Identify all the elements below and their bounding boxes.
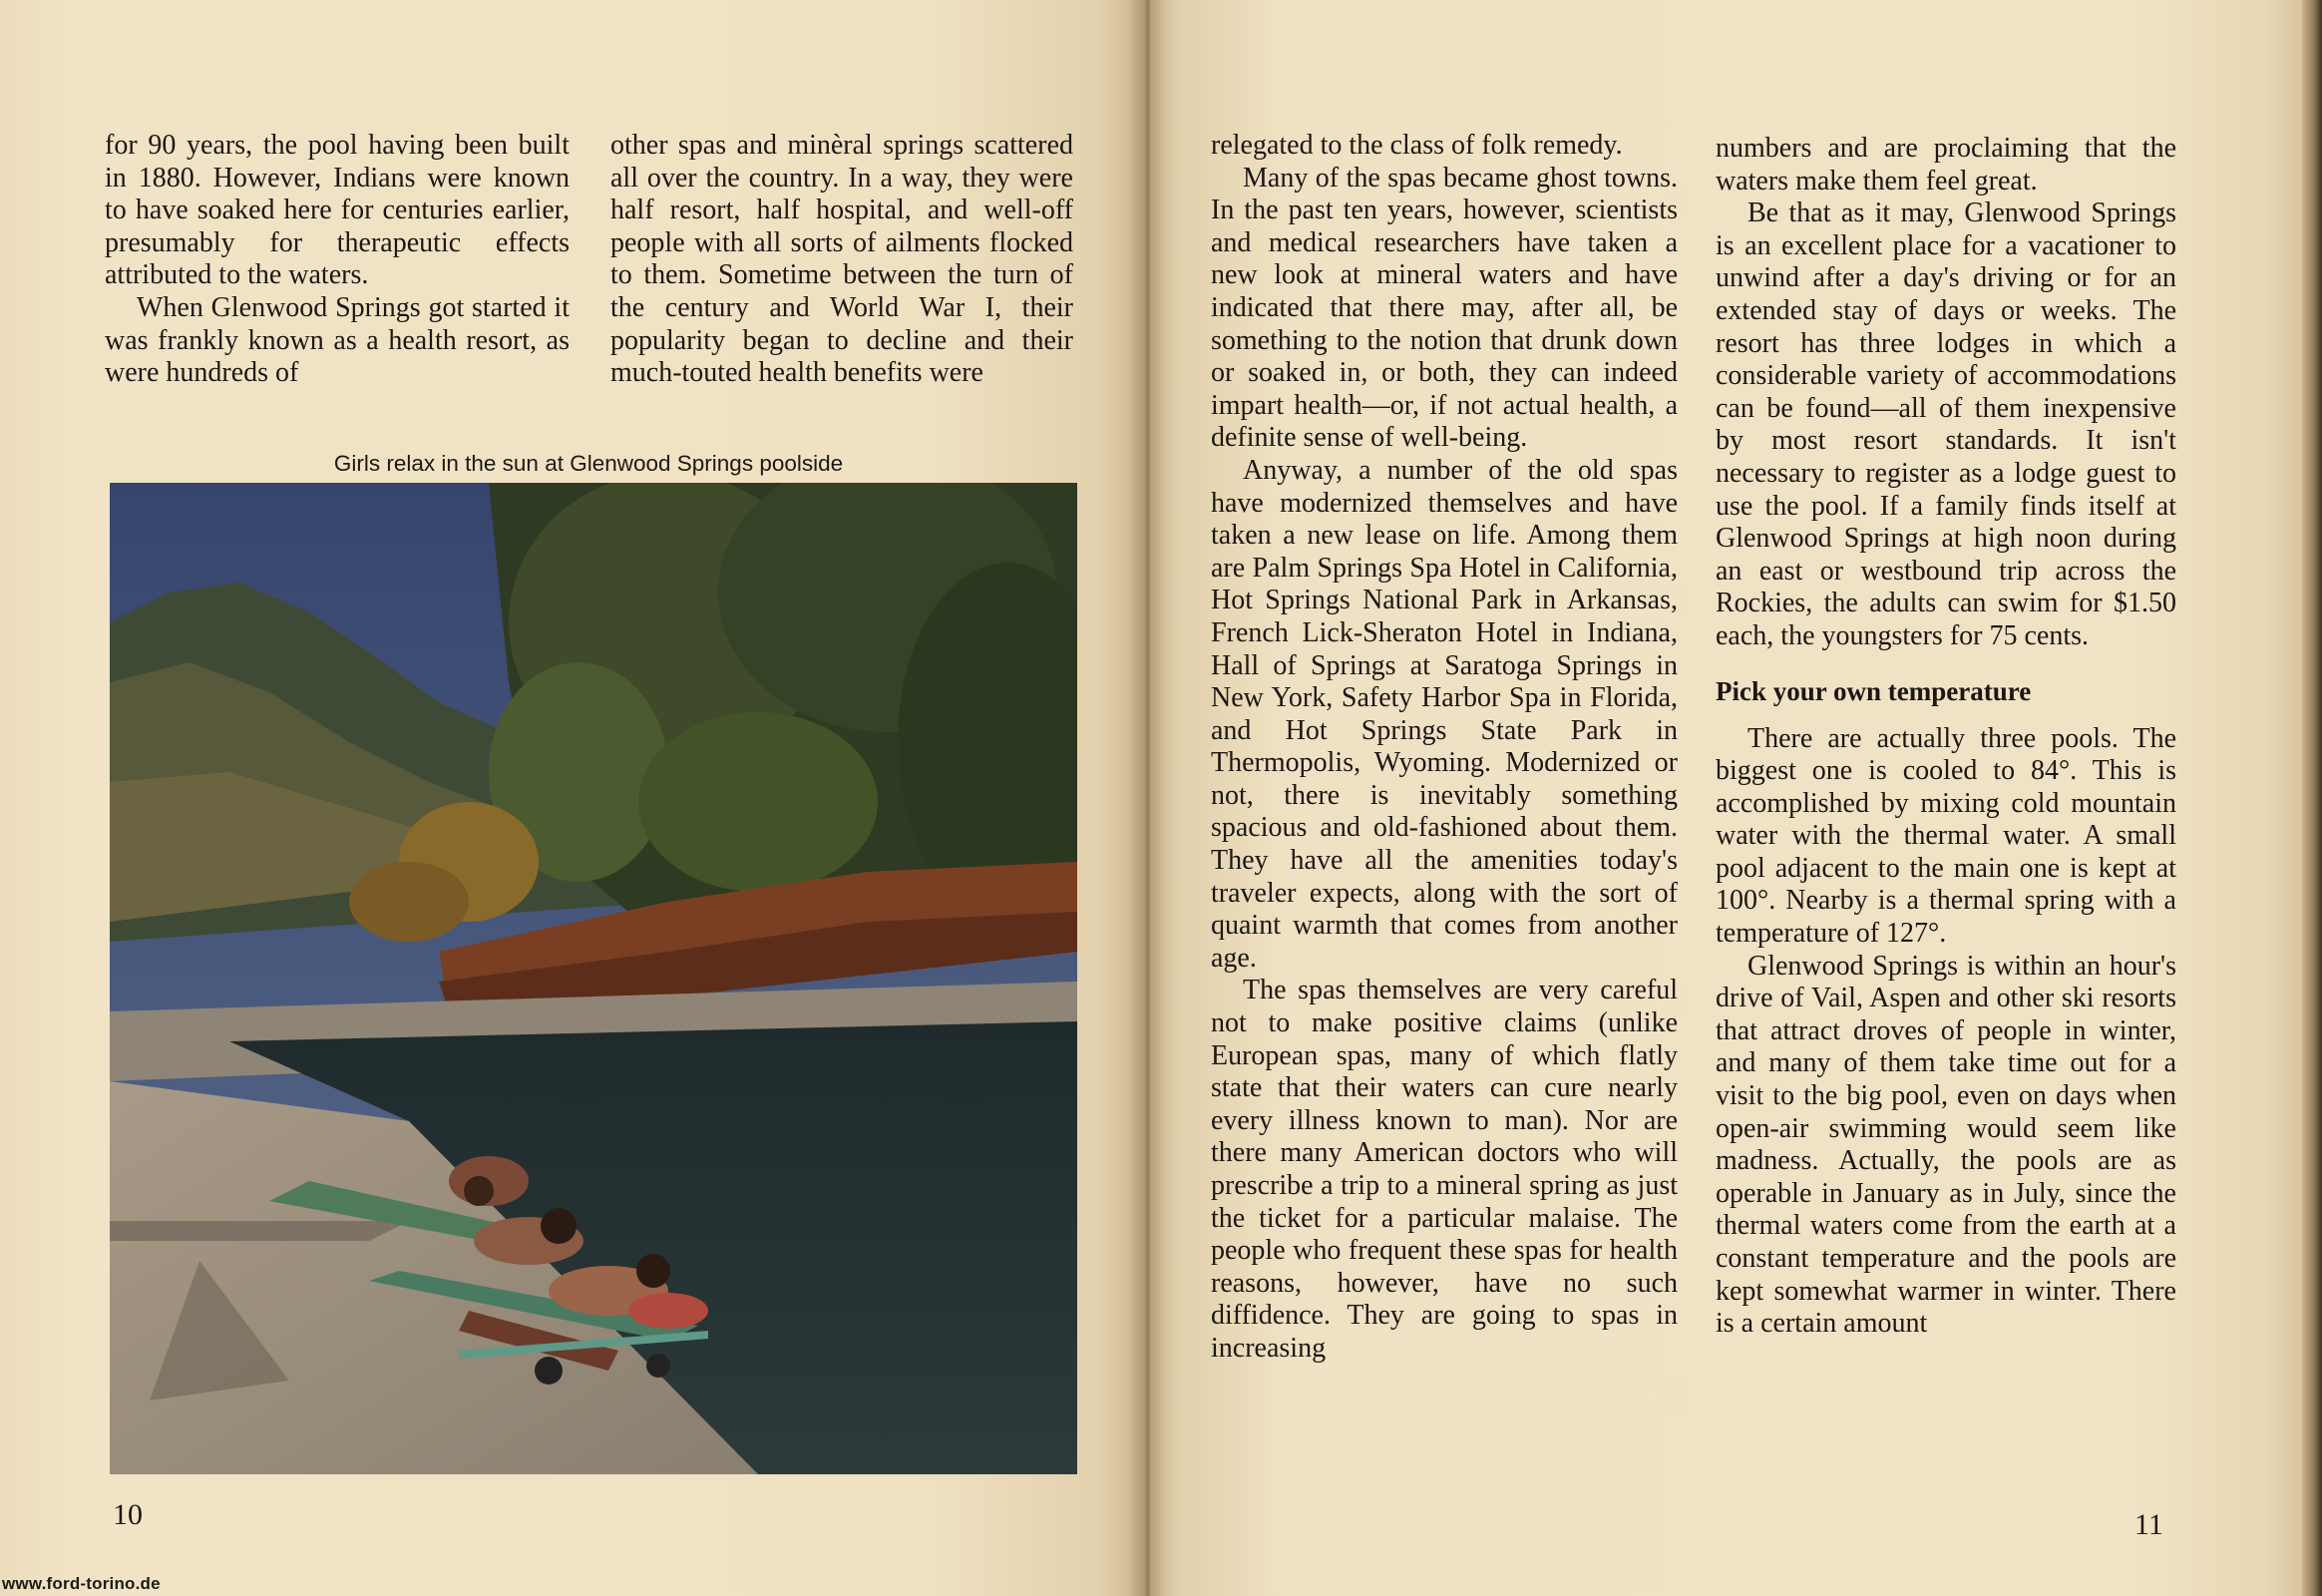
page-edge — [2302, 0, 2322, 1596]
paragraph: other spas and minèral springs scattered all over the country. In a way, they were half resort, half hospital, and well-off people with all sorts of ailments flocked to them. Sometime between the turn of the century and World War I, their popularity began to decline and their much-touted health benefits were — [610, 130, 1073, 389]
section-heading: Pick your own temperature — [1716, 675, 2032, 706]
paragraph: numbers and are proclaiming that the waters make them feel great. — [1716, 133, 2176, 197]
left-column-2 — [610, 130, 1073, 390]
poolside-photo — [110, 483, 1077, 1474]
paragraph: The spas themselves are very careful not to make positive claims (unlike European spas, many of which flatly state that their waters can cure nearly every illness known to man). Nor are there many American doctors who will prescribe a trip to a mineral spring as just the ticket for a particular malaise. The people who frequent these spas for health reasons, however, have no such diffidence. They are going to spas in increasing — [1211, 975, 1678, 1364]
paragraph: There are actually three pools. The biggest one is cooled to 84°. This is accomplished by mixing cold mountain water with the thermal water. A small pool adjacent to the main one is kept at 100°. Nearby is a thermal spring with a temperature of 127°. — [1716, 722, 2176, 950]
right-column-1 — [1211, 130, 1678, 1366]
paragraph: Glenwood Springs is within an hour's drive of Vail, Aspen and other ski resorts that attract droves of people in winter, and many of them take time out for a visit to the big pool, even on days when open-air swimming would seem like madness. Actually, the pools are as operable in January as in July, since the thermal waters come from the earth at a constant temperature and the pools are kept somewhat warmer in winter. There is a certain amount — [1716, 950, 2176, 1340]
paragraph: for 90 years, the pool having been built in 1880. However, Indians were known to have soaked here for centuries earlier, presumably for therapeutic effects attributed to the waters. — [105, 130, 570, 291]
paragraph: Be that as it may, Glenwood Springs is an excellent place for a vacationer to unwind after a day's driving or for an extended stay of days or weeks. The resort has three lodges in which a considerable variety of accommodations can be found—all of them inexpensive by most resort standards. It isn't necessary to register as a lodge guest to use the pool. If a family finds itself at Glenwood Springs at high noon during an east or westbound trip across the Rockies, the adults can swim for $1.50 each, the youngsters for 75 cents. — [1716, 198, 2176, 651]
photo-caption: Girls relax in the sun at Glenwood Springs poolside — [333, 451, 844, 476]
paragraph: Anyway, a number of the old spas have modernized themselves and have taken a new lease on life. Among them are Palm Springs Spa Hotel in California, Hot Springs National Park in Arkansas, French Lick-Sheraton Hotel in Indiana, Hall of Springs at Saratoga Springs in New York, Safety Harbor Spa in Florida, and Hot Springs State Park in Thermopolis, Wyoming. Modernized or not, there is inevitably something spacious and old-fashioned about them. They have all the amenities today's traveler expects, along with the sort of quaint warmth that comes from another age. — [1211, 454, 1678, 974]
right-column-2 — [1716, 133, 2176, 1341]
book-gutter — [1127, 0, 1167, 1596]
paragraph: Many of the spas became ghost towns. In the past ten years, however, scientists and medical researchers have taken a new look at mineral waters and have indicated that there may, after all, be something to the notion that drunk down or soaked in, or both, they can indeed impart health—or, if not actual health, a definite sense of well-being. — [1211, 162, 1678, 454]
page-number: 10 — [113, 1498, 143, 1531]
left-column-1 — [105, 130, 570, 390]
paragraph: When Glenwood Springs got started it was frankly known as a health resort, as were hundreds of — [105, 291, 570, 389]
paragraph: relegated to the class of folk remedy. — [1211, 130, 1623, 161]
watermark: www.ford-torino.de — [2, 1574, 161, 1593]
page-number: 11 — [2134, 1508, 2163, 1541]
